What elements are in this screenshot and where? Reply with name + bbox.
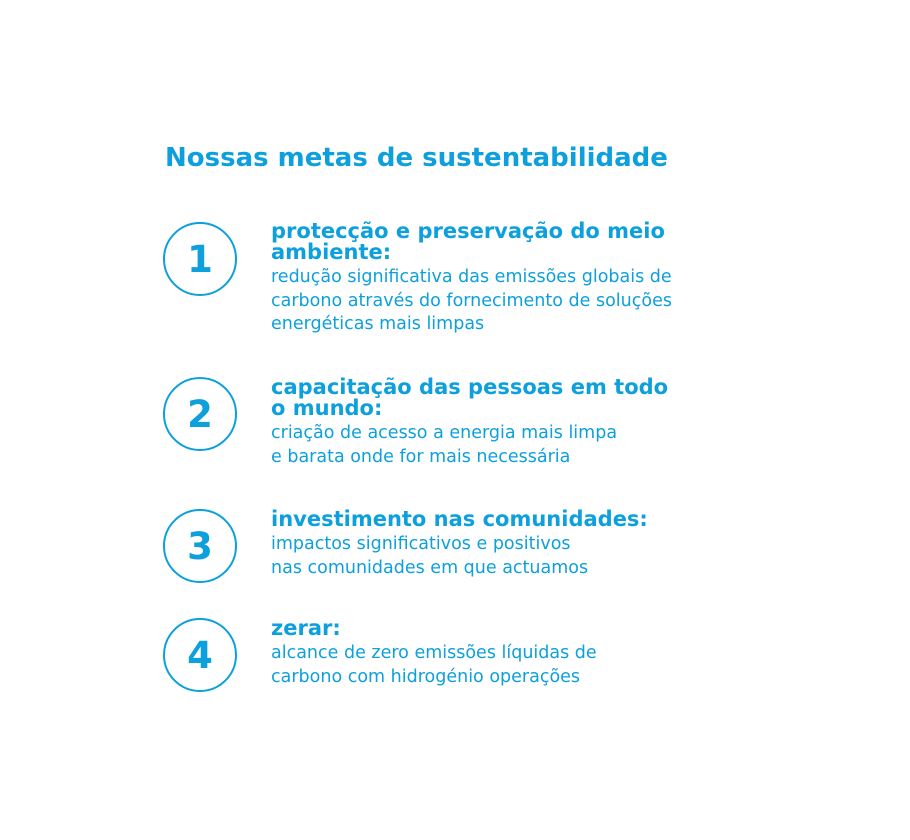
goal-title-line: capacitação das pessoas em todo (271, 375, 669, 399)
goal-description-line: criação de acesso a energia mais limpa (271, 423, 618, 443)
goal-title-line: protecção e preservação do meio (271, 219, 665, 243)
goal-text (271, 377, 781, 469)
goal-description-line: energéticas mais limpas (271, 314, 485, 334)
goal-description (271, 642, 781, 689)
goal-title (271, 618, 781, 639)
goal-title-line: investimento nas comunidades: (271, 507, 648, 531)
goal-description (271, 422, 781, 469)
goal-description-line: nas comunidades em que actuamos (271, 557, 589, 578)
goal-description-line: redução significativa das emissões globais de (271, 267, 672, 287)
goal-description (271, 266, 781, 337)
goal-title-line: o mundo: (271, 396, 383, 420)
goal-number-badge: 2 (163, 377, 237, 451)
goal-text (271, 509, 781, 580)
goal-title (271, 377, 781, 419)
goal-number-badge: 3 (163, 509, 237, 583)
goal-description-line: alcance de zero emissões líquidas de (271, 643, 597, 663)
goal-description-line: impactos significativos e positivos (271, 534, 571, 554)
goal-title (271, 509, 781, 530)
goal-description (271, 533, 781, 580)
goal-description-line: carbono através do fornecimento de soluções (271, 290, 672, 311)
goal-number-badge: 1 (163, 222, 237, 296)
goal-description-line: e barata onde for mais necessária (271, 446, 571, 467)
goal-description-line: carbono com hidrogénio operações (271, 666, 581, 687)
goal-title-line: zerar: (271, 616, 341, 640)
goal-text (271, 221, 781, 337)
goal-text (271, 618, 781, 689)
goal-number-badge: 4 (163, 618, 237, 692)
goal-title (271, 221, 781, 263)
page-title: Nossas metas de sustentabilidade (165, 143, 668, 173)
goal-title-line: ambiente: (271, 240, 392, 264)
